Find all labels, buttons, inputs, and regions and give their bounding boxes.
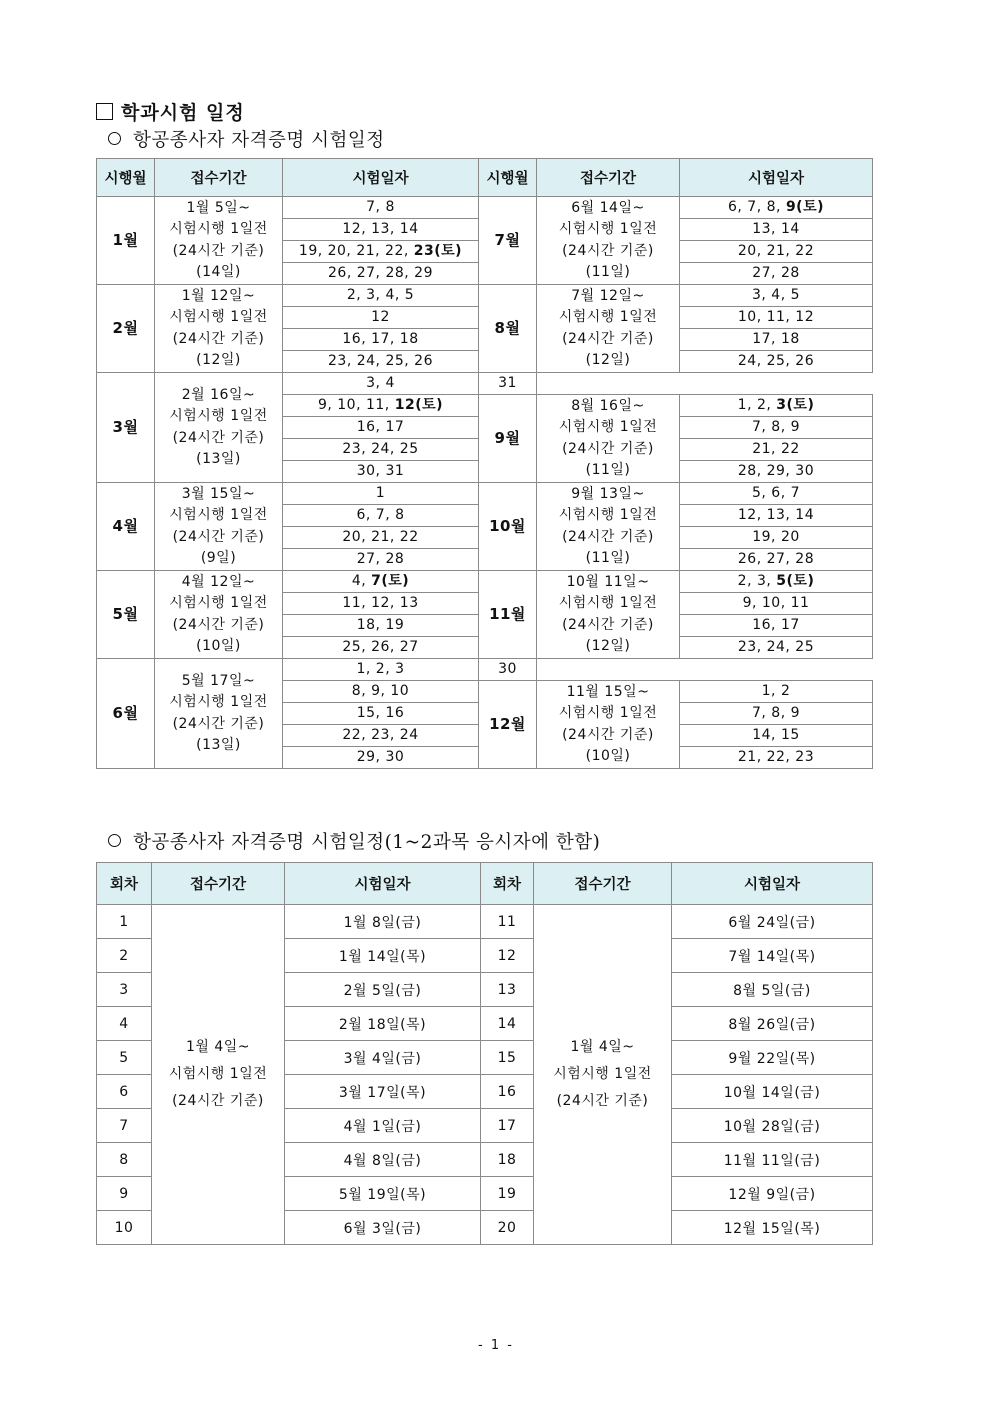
exam-date-cell <box>283 483 479 505</box>
exam-dates: 7, 8, 9 <box>751 419 801 435</box>
reg-start: 11월 15일~ <box>566 683 650 700</box>
round-number: 5 <box>97 1041 152 1075</box>
table-row <box>97 905 873 939</box>
exam-date-cell: 11월 11일(금) <box>672 1143 873 1177</box>
exam-date-cell <box>283 747 479 769</box>
exam-dates: 29, 30 <box>356 749 405 765</box>
table-row <box>97 571 873 593</box>
reg-duration: (12일) <box>196 352 241 368</box>
exam-date-cell <box>680 681 873 703</box>
exam-dates: 15, 16 <box>356 705 405 721</box>
exam-date-cell <box>680 263 873 285</box>
month-cell: 5월 <box>97 571 155 659</box>
exam-dates: 16, 17, 18 <box>342 331 419 347</box>
exam-dates: 21, 22 <box>752 441 800 457</box>
exam-dates: 6, 7, 8, <box>728 199 786 215</box>
round-number: 20 <box>481 1211 534 1245</box>
exam-dates: 9, 10, 11, <box>317 397 395 413</box>
registration-cell <box>537 681 680 769</box>
exam-dates: 5, 6, 7 <box>751 485 801 501</box>
reg-end: 시험시행 1일전 <box>558 705 658 721</box>
exam-date-cell <box>680 307 873 329</box>
reg-end: 시험시행 1일전 <box>169 408 268 424</box>
exam-date-cell <box>680 461 873 483</box>
exam-date-cell <box>283 615 479 637</box>
col-registration: 접수기간 <box>534 863 672 905</box>
exam-dates: 6, 7, 8 <box>356 507 405 523</box>
table-header-row <box>97 863 873 905</box>
exam-dates: 31 <box>498 375 517 391</box>
section1-title <box>108 126 385 152</box>
exam-date-cell <box>283 593 479 615</box>
exam-date-cell <box>283 307 479 329</box>
exam-dates: 1, 2 <box>761 683 791 699</box>
registration-cell <box>537 483 680 571</box>
reg-end: 시험시행 1일전 <box>558 309 658 325</box>
registration-cell <box>152 905 285 1245</box>
exam-dates: 19, 20 <box>752 529 800 545</box>
exam-dates: 14, 15 <box>752 727 800 743</box>
reg-end: 시험시행 1일전 <box>169 309 268 325</box>
reg-duration: (9일) <box>200 550 237 566</box>
reg-start: 6월 14일~ <box>571 199 645 216</box>
round-number: 9 <box>97 1177 152 1211</box>
saturday-date: 3(토) <box>776 397 815 413</box>
registration-cell <box>155 659 283 769</box>
exam-dates: 3, 4 <box>366 375 395 391</box>
table-row <box>97 373 873 395</box>
exam-dates: 4, <box>351 573 372 589</box>
reg-basis: (24시간 기준) <box>562 242 654 259</box>
exam-date-cell: 6월 24일(금) <box>672 905 873 939</box>
month-cell: 4월 <box>97 483 155 571</box>
round-number: 8 <box>97 1143 152 1177</box>
reg-basis: (24시간 기준) <box>562 440 654 457</box>
exam-date-cell <box>283 527 479 549</box>
table-header-row <box>97 159 873 197</box>
reg-start: 1월 5일~ <box>186 199 251 216</box>
col-registration: 접수기간 <box>537 159 680 197</box>
exam-dates: 13, 14 <box>752 221 800 237</box>
reg-basis: (24시간 기준) <box>172 429 265 446</box>
exam-date-cell <box>680 527 873 549</box>
reg-basis: (24시간 기준) <box>172 528 265 545</box>
reg-basis: (24시간 기준) <box>562 528 654 545</box>
exam-date-cell <box>283 505 479 527</box>
exam-date-cell: 1월 8일(금) <box>285 905 481 939</box>
exam-date-cell <box>680 351 873 373</box>
exam-dates: 25, 26, 27 <box>342 639 419 655</box>
exam-date-cell: 8월 26일(금) <box>672 1007 873 1041</box>
exam-date-cell: 2월 5일(금) <box>285 973 481 1007</box>
registration-cell <box>537 571 680 659</box>
circle-bullet-icon <box>108 132 121 145</box>
reg-duration: (11일) <box>585 462 631 478</box>
exam-dates: 17, 18 <box>752 331 800 347</box>
round-number: 14 <box>481 1007 534 1041</box>
exam-date-cell <box>680 571 873 593</box>
exam-date-cell <box>283 263 479 285</box>
reg-end: 시험시행 1일전 <box>169 595 268 611</box>
registration-cell <box>537 395 680 483</box>
heading-text: 학과시험 일정 <box>121 102 245 124</box>
exam-date-cell <box>680 637 873 659</box>
exam-date-cell: 7월 14일(목) <box>672 939 873 973</box>
reg-duration: (13일) <box>196 451 241 467</box>
exam-dates: 22, 23, 24 <box>342 727 419 743</box>
exam-date-cell <box>283 329 479 351</box>
exam-date-cell <box>283 219 479 241</box>
col-month: 시행월 <box>479 159 537 197</box>
saturday-date: 7(토) <box>371 573 410 589</box>
exam-date-cell <box>283 285 479 307</box>
round-number: 15 <box>481 1041 534 1075</box>
page-number: - 1 - <box>478 1338 514 1353</box>
registration-cell <box>155 373 283 483</box>
exam-dates: 16, 17 <box>356 419 405 435</box>
month-cell: 11월 <box>479 571 537 659</box>
exam-dates: 2, 3, 4, 5 <box>346 287 415 303</box>
exam-dates: 26, 27, 28 <box>737 551 815 567</box>
exam-date-cell: 8월 5일(금) <box>672 973 873 1007</box>
exam-dates: 30 <box>498 661 517 677</box>
round-number: 10 <box>97 1211 152 1245</box>
exam-date-cell <box>680 593 873 615</box>
exam-date-cell <box>283 549 479 571</box>
exam-date-cell <box>680 285 873 307</box>
exam-dates: 2, 3, <box>737 573 777 589</box>
exam-date-cell <box>283 395 479 417</box>
exam-dates: 21, 22, 23 <box>737 749 815 765</box>
reg-basis: (24시간 기준) <box>172 616 265 633</box>
col-round: 회차 <box>481 863 534 905</box>
exam-date-cell: 4월 8일(금) <box>285 1143 481 1177</box>
reg-start: 4월 12일~ <box>181 573 256 590</box>
reg-basis: (24시간 기준) <box>556 1093 649 1109</box>
reg-end: 시험시행 1일전 <box>558 221 658 237</box>
exam-date-cell <box>680 483 873 505</box>
col-registration: 접수기간 <box>152 863 285 905</box>
exam-date-cell: 12월 9일(금) <box>672 1177 873 1211</box>
reg-end: 시험시행 1일전 <box>553 1066 652 1082</box>
col-round: 회차 <box>97 863 152 905</box>
exam-date-cell: 4월 1일(금) <box>285 1109 481 1143</box>
month-cell: 3월 <box>97 373 155 483</box>
exam-date-cell <box>680 615 873 637</box>
section1-title-text: 항공종사자 자격증명 시험일정 <box>133 130 385 151</box>
registration-cell <box>155 285 283 373</box>
col-registration: 접수기간 <box>155 159 283 197</box>
exam-date-cell <box>283 725 479 747</box>
checkbox-square-icon <box>96 103 113 120</box>
reg-duration: (11일) <box>585 550 631 566</box>
month-cell: 8월 <box>479 285 537 373</box>
round-number: 1 <box>97 905 152 939</box>
exam-date-cell: 10월 28일(금) <box>672 1109 873 1143</box>
saturday-date: 12(토) <box>394 397 444 413</box>
reg-duration: (11일) <box>585 264 631 280</box>
round-number: 4 <box>97 1007 152 1041</box>
round-number: 3 <box>97 973 152 1007</box>
exam-dates: 12, 13, 14 <box>737 507 815 523</box>
month-cell: 9월 <box>479 395 537 483</box>
reg-end: 시험시행 1일전 <box>169 221 268 237</box>
table-row <box>97 483 873 505</box>
round-number: 7 <box>97 1109 152 1143</box>
exam-schedule-table <box>96 158 873 769</box>
section2-title <box>108 828 600 854</box>
reg-basis: (24시간 기준) <box>172 330 265 347</box>
exam-date-cell <box>283 637 479 659</box>
exam-date-cell <box>680 747 873 769</box>
col-exam-dates: 시험일자 <box>680 159 873 197</box>
reg-basis: (24시간 기준) <box>562 330 654 347</box>
exam-date-cell <box>283 197 479 219</box>
reg-start: 8월 16일~ <box>571 397 645 414</box>
exam-date-cell <box>283 439 479 461</box>
exam-date-cell: 5월 19일(목) <box>285 1177 481 1211</box>
exam-dates: 12, 13, 14 <box>342 221 419 237</box>
reg-end: 시험시행 1일전 <box>169 694 268 710</box>
exam-date-cell <box>680 329 873 351</box>
round-number: 19 <box>481 1177 534 1211</box>
reg-start: 3월 15일~ <box>181 485 256 502</box>
table-row <box>97 659 873 681</box>
reg-end: 시험시행 1일전 <box>558 419 658 435</box>
registration-cell <box>537 197 680 285</box>
registration-cell <box>155 483 283 571</box>
page-heading <box>96 98 245 125</box>
month-cell: 12월 <box>479 681 537 769</box>
exam-date-cell <box>283 461 479 483</box>
reg-duration: (10일) <box>196 638 241 654</box>
exam-dates: 20, 21, 22 <box>737 243 815 259</box>
exam-date-cell <box>680 549 873 571</box>
exam-dates: 20, 21, 22 <box>342 529 419 545</box>
exam-date-cell <box>283 659 479 681</box>
reg-end: 시험시행 1일전 <box>168 1066 268 1082</box>
exam-dates: 16, 17 <box>752 617 800 633</box>
exam-dates: 23, 24, 25 <box>737 639 815 655</box>
exam-date-cell <box>283 703 479 725</box>
reg-basis: (24시간 기준) <box>172 715 265 732</box>
col-month: 시행월 <box>97 159 155 197</box>
exam-date-cell <box>680 703 873 725</box>
reg-start: 9월 13일~ <box>571 485 645 502</box>
round-number: 6 <box>97 1075 152 1109</box>
reg-end: 시험시행 1일전 <box>169 507 268 523</box>
exam-date-cell: 1월 14일(목) <box>285 939 481 973</box>
round-number: 16 <box>481 1075 534 1109</box>
col-exam-date: 시험일자 <box>672 863 873 905</box>
reg-start: 10월 11일~ <box>566 573 650 590</box>
reg-start: 1월 12일~ <box>181 287 256 304</box>
reg-basis: (24시간 기준) <box>172 242 265 259</box>
exam-date-cell: 6월 3일(금) <box>285 1211 481 1245</box>
exam-date-cell: 2월 18일(목) <box>285 1007 481 1041</box>
reg-basis: (24시간 기준) <box>562 726 654 743</box>
reg-basis: (24시간 기준) <box>562 616 654 633</box>
registration-cell <box>155 571 283 659</box>
exam-date-cell <box>479 373 537 395</box>
saturday-date: 9(토) <box>785 199 824 215</box>
exam-date-cell <box>283 681 479 703</box>
reg-duration: (14일) <box>196 264 241 280</box>
reg-start: 5월 17일~ <box>181 672 256 689</box>
reg-duration: (12일) <box>585 352 631 368</box>
col-exam-date: 시험일자 <box>285 863 481 905</box>
exam-dates: 19, 20, 21, 22, <box>298 243 414 259</box>
reg-duration: (12일) <box>585 638 631 654</box>
exam-date-cell <box>680 241 873 263</box>
round-number: 18 <box>481 1143 534 1177</box>
section2-title-text: 항공종사자 자격증명 시험일정(1~2과목 응시자에 한함) <box>133 832 601 853</box>
exam-date-cell <box>680 439 873 461</box>
exam-dates: 9, 10, 11 <box>742 595 810 611</box>
exam-date-cell <box>283 417 479 439</box>
round-number: 2 <box>97 939 152 973</box>
exam-dates: 26, 27, 28, 29 <box>328 265 433 281</box>
exam-date-cell: 12월 15일(목) <box>672 1211 873 1245</box>
exam-date-cell <box>479 659 537 681</box>
exam-date-cell <box>283 241 479 263</box>
exam-date-cell <box>680 417 873 439</box>
saturday-date: 23(토) <box>413 243 463 259</box>
month-cell: 6월 <box>97 659 155 769</box>
exam-dates: 27, 28 <box>356 551 405 567</box>
month-cell: 1월 <box>97 197 155 285</box>
registration-cell <box>534 905 672 1245</box>
exam-date-cell: 3월 17일(목) <box>285 1075 481 1109</box>
reg-start: 2월 16일~ <box>181 386 256 403</box>
exam-dates: 18, 19 <box>356 617 405 633</box>
exam-dates: 28, 29, 30 <box>737 463 815 479</box>
exam-dates: 12 <box>371 309 390 325</box>
reg-start: 1월 4일~ <box>570 1039 635 1055</box>
round-number: 17 <box>481 1109 534 1143</box>
exam-date-cell <box>680 505 873 527</box>
reg-start: 7월 12일~ <box>571 287 645 304</box>
round-number: 13 <box>481 973 534 1007</box>
exam-date-cell <box>680 219 873 241</box>
reg-duration: (13일) <box>196 737 241 753</box>
exam-dates: 1, 2, <box>737 397 777 413</box>
reg-end: 시험시행 1일전 <box>558 595 658 611</box>
exam-dates: 8, 9, 10 <box>351 683 410 699</box>
month-cell: 10월 <box>479 483 537 571</box>
month-cell: 7월 <box>479 197 537 285</box>
exam-date-cell: 9월 22일(목) <box>672 1041 873 1075</box>
partial-exam-table <box>96 862 873 1245</box>
exam-dates: 30, 31 <box>356 463 405 479</box>
exam-dates: 27, 28 <box>752 265 800 281</box>
reg-duration: (10일) <box>585 748 631 764</box>
exam-dates: 1, 2, 3 <box>356 661 405 677</box>
saturday-date: 5(토) <box>776 573 815 589</box>
reg-start: 1월 4일~ <box>185 1039 251 1055</box>
circle-bullet-icon <box>108 834 121 847</box>
table-row <box>97 285 873 307</box>
exam-date-cell <box>283 373 479 395</box>
exam-dates: 10, 11, 12 <box>737 309 815 325</box>
exam-dates: 7, 8, 9 <box>751 705 801 721</box>
exam-date-cell <box>680 395 873 417</box>
exam-date-cell: 3월 4일(금) <box>285 1041 481 1075</box>
exam-date-cell <box>283 571 479 593</box>
exam-dates: 23, 24, 25 <box>342 441 419 457</box>
exam-dates: 1 <box>375 485 386 501</box>
exam-dates: 7, 8 <box>366 199 395 215</box>
reg-basis: (24시간 기준) <box>172 1093 264 1109</box>
reg-end: 시험시행 1일전 <box>558 507 658 523</box>
round-number: 12 <box>481 939 534 973</box>
exam-dates: 24, 25, 26 <box>737 353 815 369</box>
exam-date-cell: 10월 14일(금) <box>672 1075 873 1109</box>
table-row <box>97 197 873 219</box>
exam-dates: 3, 4, 5 <box>751 287 801 303</box>
registration-cell <box>537 285 680 373</box>
col-exam-dates: 시험일자 <box>283 159 479 197</box>
exam-date-cell <box>283 351 479 373</box>
exam-date-cell <box>680 197 873 219</box>
exam-dates: 11, 12, 13 <box>342 595 419 611</box>
exam-dates: 23, 24, 25, 26 <box>328 353 433 369</box>
round-number: 11 <box>481 905 534 939</box>
month-cell: 2월 <box>97 285 155 373</box>
exam-date-cell <box>680 725 873 747</box>
registration-cell <box>155 197 283 285</box>
